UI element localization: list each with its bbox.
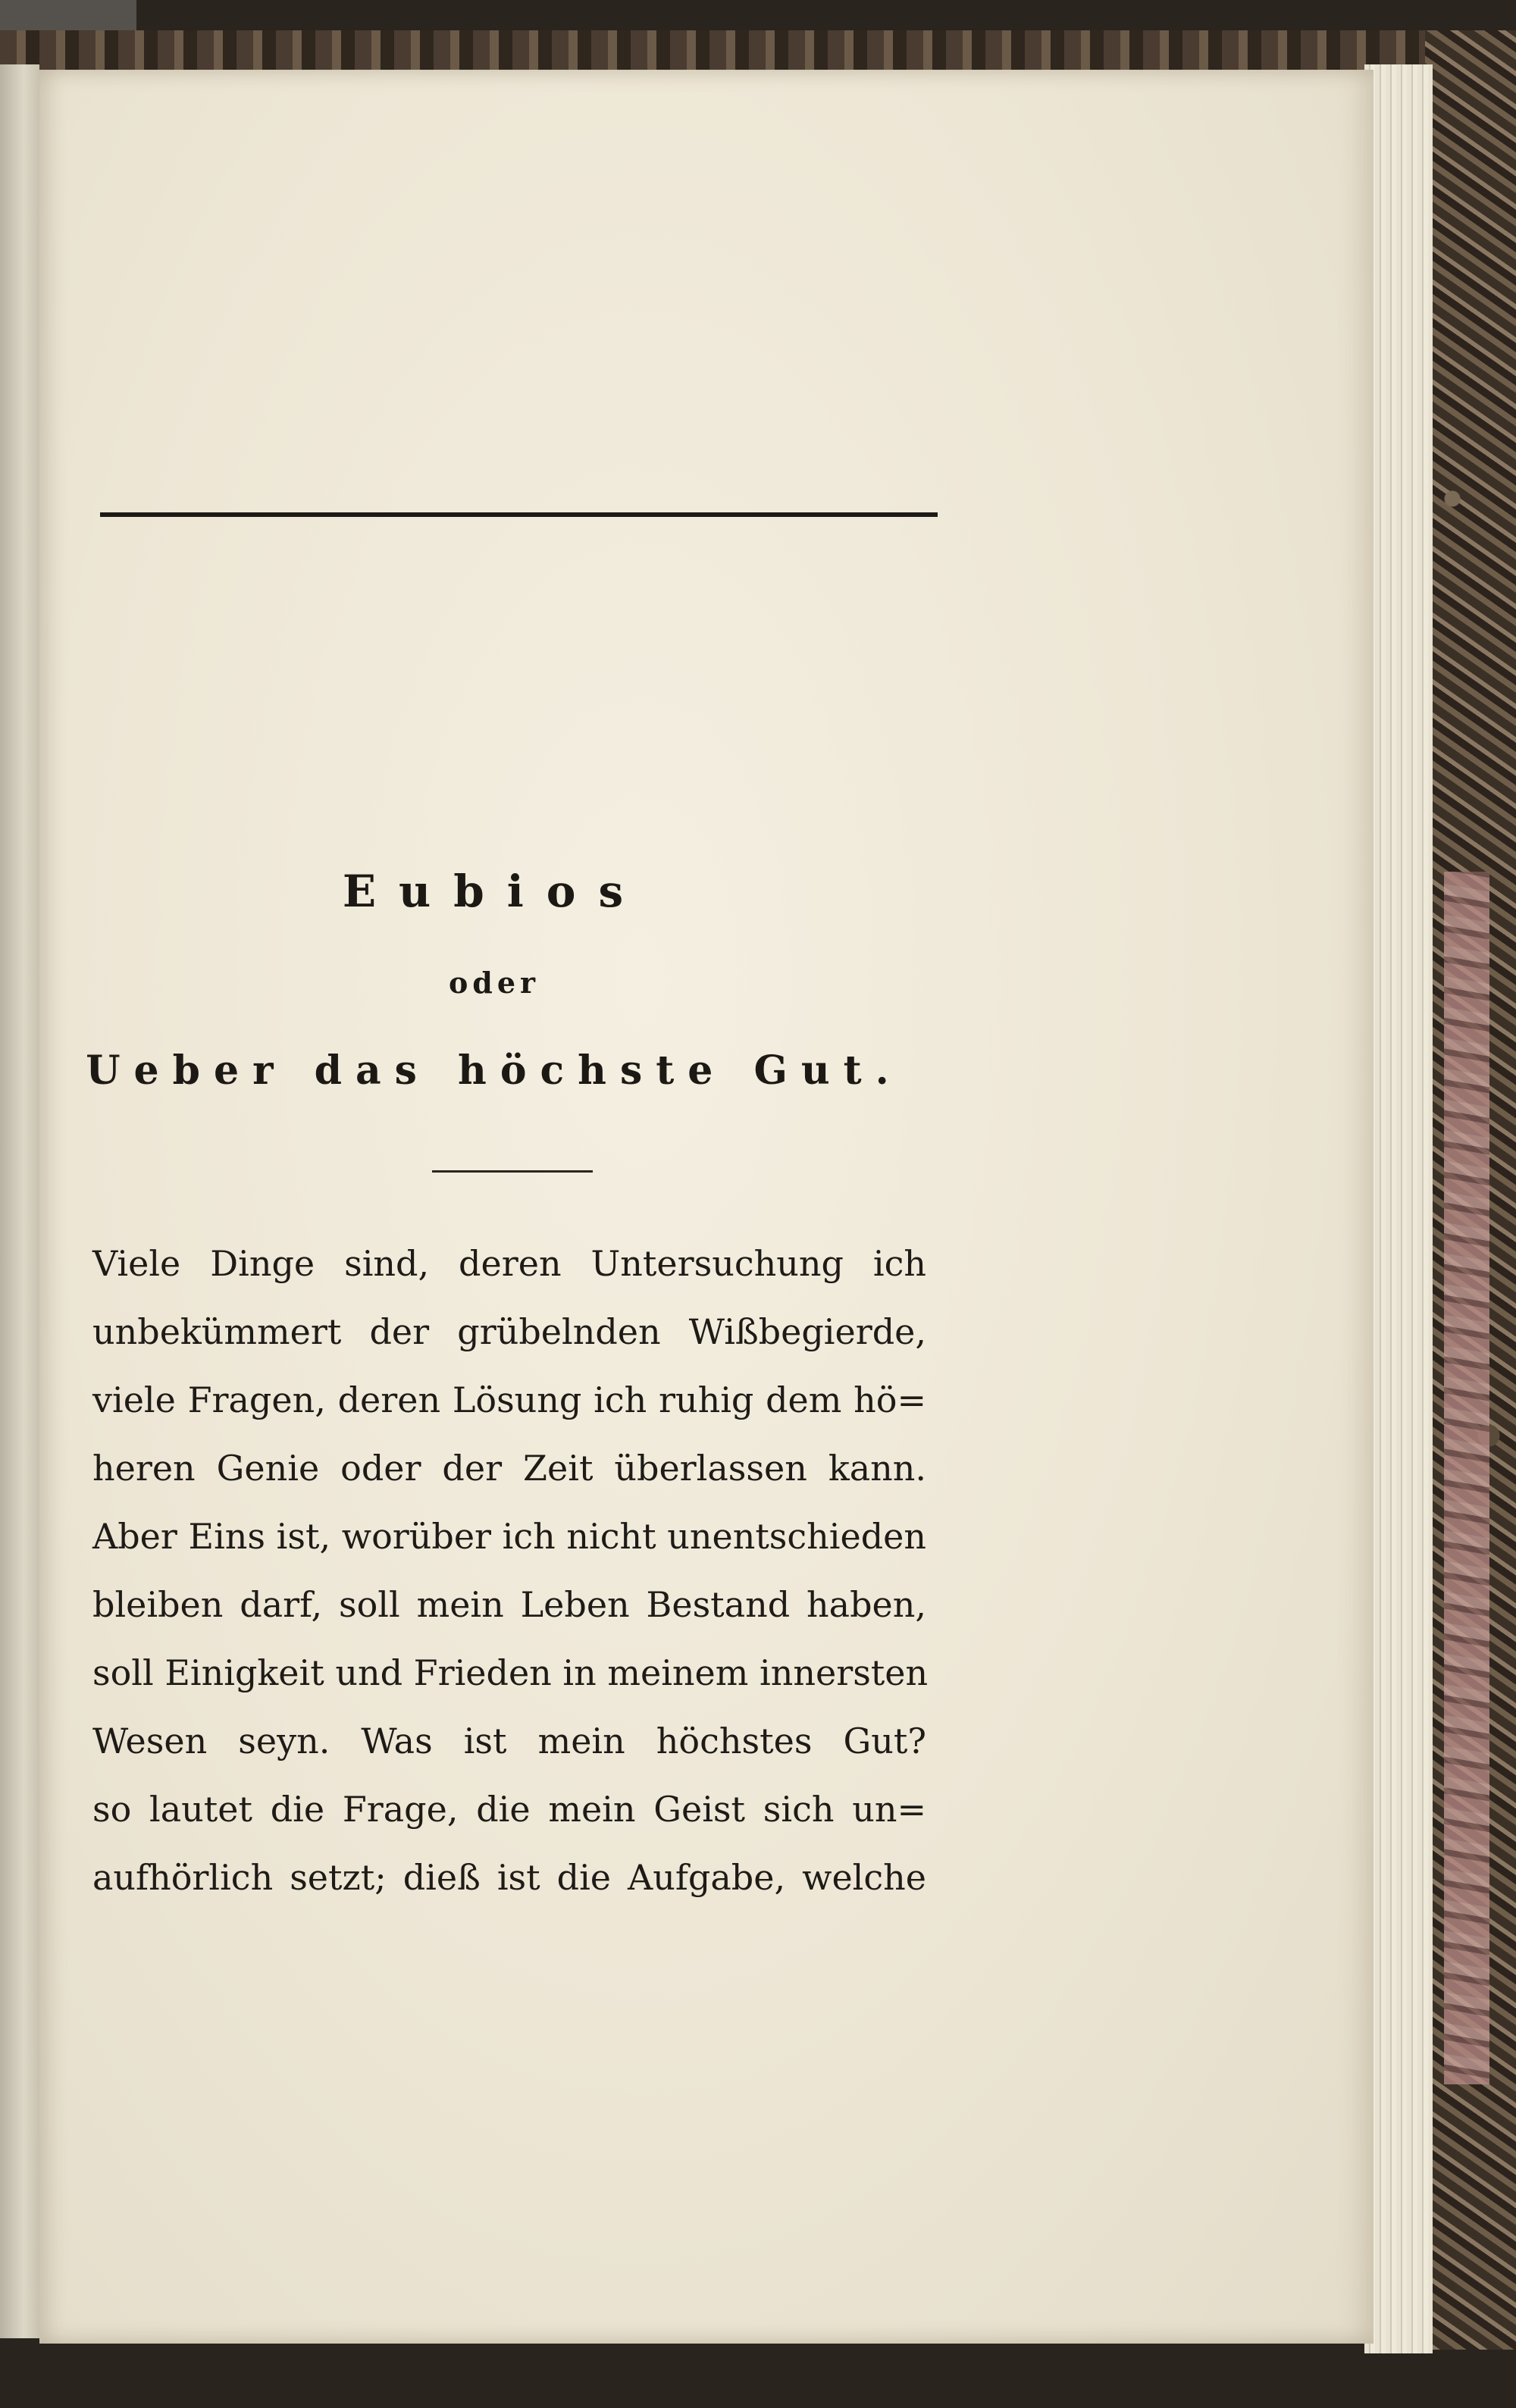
text-line: so lautet die Frage, die mein Geist sich un=	[92, 1789, 926, 1830]
text-line: heren Genie oder der Zeit überlassen kann.	[92, 1448, 926, 1489]
text-line: unbekümmert der grübelnden Wißbegierde,	[92, 1311, 926, 1352]
marbled-cover-accent	[1444, 872, 1489, 2084]
page-stack-edge	[1364, 64, 1433, 2353]
scan-tab	[0, 0, 136, 30]
top-rule	[100, 512, 938, 517]
text-line: soll Einigkeit und Frieden in meinem innersten	[92, 1652, 929, 1693]
text-line: viele Fragen, deren Lösung ich ruhig dem hö=	[92, 1379, 926, 1420]
page-title: Eubios	[342, 866, 647, 917]
title-connector: oder	[448, 966, 540, 1000]
left-page-edge	[0, 64, 39, 2338]
text-line: Viele Dinge sind, deren Untersuchung ich	[92, 1243, 926, 1284]
cover-edge-top	[0, 30, 1486, 72]
text-line: bleiben darf, soll mein Leben Bestand haben,	[92, 1584, 926, 1625]
section-divider	[432, 1170, 593, 1173]
text-line: aufhörlich setzt; dieß ist die Aufgabe, welche	[92, 1857, 926, 1898]
text-line: Wesen seyn. Was ist mein höchstes Gut?	[92, 1721, 926, 1761]
cover-edge-bottom	[0, 2350, 1516, 2408]
page-subtitle: Ueber das höchste Gut.	[86, 1047, 903, 1094]
text-line: Aber Eins ist, worüber ich nicht unentschieden	[92, 1516, 927, 1557]
book-page	[39, 70, 1373, 2344]
body-text	[92, 1229, 929, 1912]
